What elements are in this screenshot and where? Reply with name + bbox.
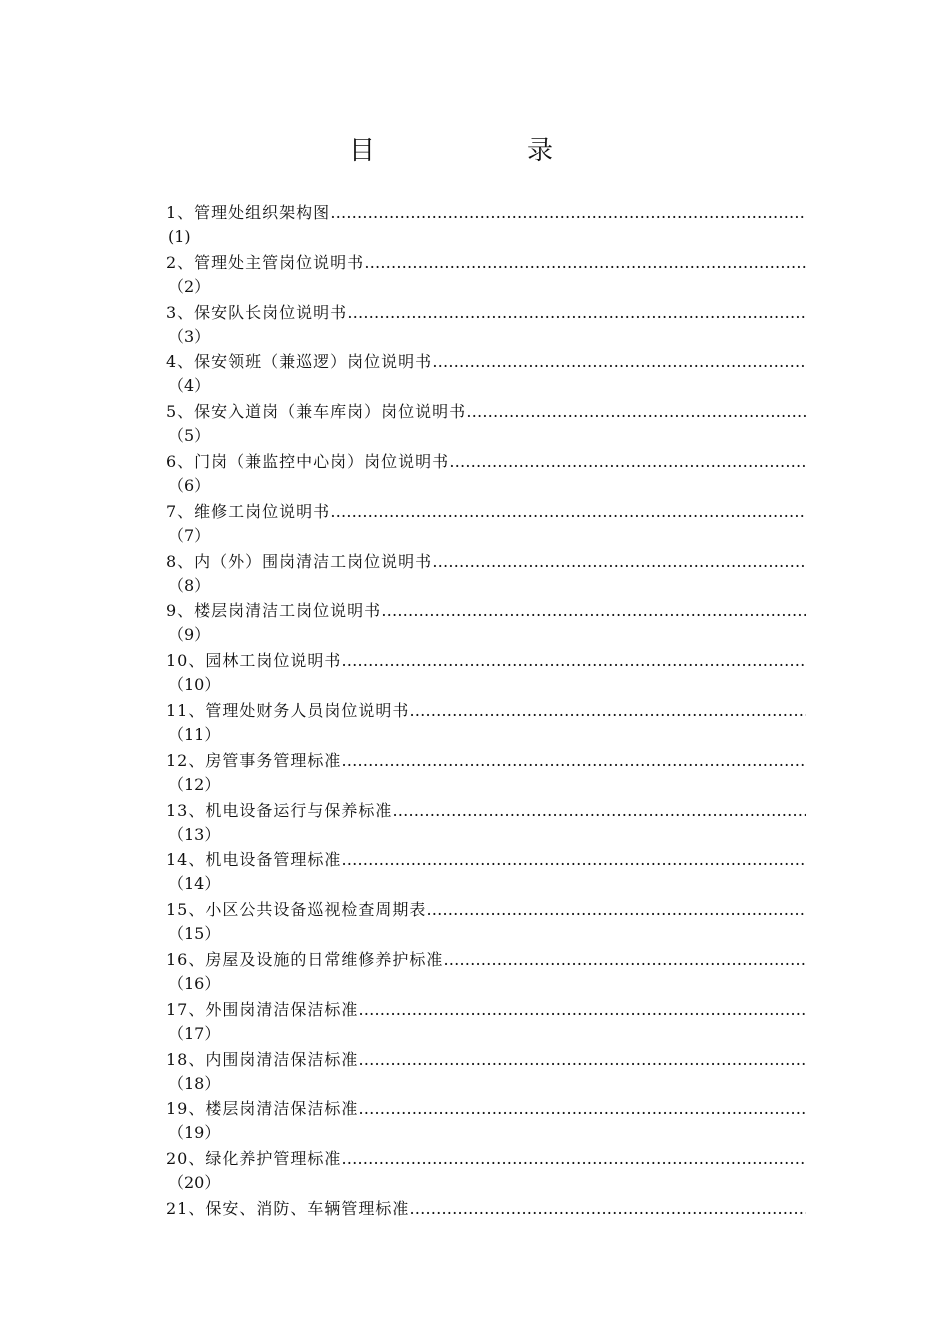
title-char-2: 录: [527, 136, 554, 166]
toc-entry-label: 10、园林工岗位说明书: [166, 651, 342, 671]
toc-entry[interactable]: [166, 997, 806, 1047]
toc-entry[interactable]: [166, 449, 806, 499]
dot-leader: [341, 648, 806, 673]
toc-entry-label: 1、管理处组织架构图: [166, 203, 331, 222]
toc-entry-page: （17）: [168, 1023, 221, 1043]
table-of-contents: [166, 200, 806, 1246]
toc-entry[interactable]: [166, 200, 806, 250]
toc-entry-page: （5）: [168, 426, 211, 446]
toc-entry[interactable]: [166, 399, 806, 449]
dot-leader: [341, 1146, 806, 1171]
toc-entry-label: 2、管理处主管岗位说明书: [166, 252, 365, 272]
toc-entry[interactable]: [166, 1196, 806, 1246]
toc-entry[interactable]: [166, 897, 806, 947]
toc-entry-page: （2）: [168, 276, 211, 296]
dot-leader: [426, 897, 806, 922]
toc-entry[interactable]: [166, 1146, 806, 1196]
dot-leader: [341, 847, 806, 872]
toc-entry-page: （8）: [168, 575, 211, 595]
dot-leader: [432, 349, 806, 374]
toc-entry-page: （4）: [168, 376, 211, 396]
dot-leader: [358, 1047, 806, 1072]
toc-entry-page: （20）: [168, 1173, 221, 1193]
toc-entry[interactable]: [166, 499, 806, 549]
toc-entry-label: 21、保安、消防、车辆管理标准: [166, 1198, 410, 1218]
toc-entry[interactable]: [166, 349, 806, 399]
dot-leader: [443, 947, 806, 972]
dot-leader: [358, 1096, 806, 1121]
toc-entry-page: （19）: [168, 1123, 221, 1143]
dot-leader: [347, 300, 806, 325]
dot-leader: [341, 748, 806, 773]
toc-entry[interactable]: [166, 1096, 806, 1146]
dot-leader: [409, 698, 806, 723]
toc-entry-label: 7、维修工岗位说明书: [166, 501, 331, 521]
toc-entry-label: 13、机电设备运行与保养标准: [166, 800, 393, 820]
toc-entry[interactable]: [166, 1047, 806, 1097]
toc-entry-label: 19、楼层岗清洁保洁标准: [166, 1099, 359, 1119]
dot-leader: [432, 549, 806, 574]
toc-entry[interactable]: [166, 598, 806, 648]
toc-entry-page: （13）: [168, 824, 221, 844]
toc-entry-label: 18、内围岗清洁保洁标准: [166, 1049, 359, 1069]
toc-entry-label: 8、内（外）围岗清洁工岗位说明书: [166, 551, 433, 571]
toc-entry-label: 14、机电设备管理标准: [166, 850, 342, 870]
toc-entry-label: 11、管理处财务人员岗位说明书: [166, 700, 410, 720]
dot-leader: [364, 250, 806, 275]
toc-entry[interactable]: [166, 698, 806, 748]
toc-entry-label: 20、绿化养护管理标准: [166, 1149, 342, 1169]
toc-entry-page: (1): [168, 227, 191, 246]
toc-entry-page: （7）: [168, 525, 211, 545]
toc-entry-page: （15）: [168, 924, 221, 944]
dot-leader: [466, 399, 806, 424]
toc-entry[interactable]: [166, 847, 806, 897]
toc-entry[interactable]: [166, 549, 806, 599]
toc-entry[interactable]: [166, 300, 806, 350]
dot-leader: [330, 200, 806, 225]
toc-entry-page: （12）: [168, 774, 221, 794]
dot-leader: [358, 997, 806, 1022]
page-title: [0, 134, 950, 174]
title-char-1: 目: [349, 136, 376, 166]
toc-entry[interactable]: [166, 250, 806, 300]
toc-entry-page: （6）: [168, 475, 211, 495]
dot-leader: [409, 1196, 806, 1221]
toc-entry-label: 16、房屋及设施的日常维修养护标准: [166, 949, 444, 969]
toc-entry-label: 6、门岗（兼监控中心岗）岗位说明书: [166, 451, 450, 471]
dot-leader: [381, 598, 806, 623]
toc-entry-page: （16）: [168, 973, 221, 993]
toc-entry-page: （10）: [168, 675, 221, 695]
toc-entry-page: （9）: [168, 625, 211, 645]
toc-entry[interactable]: [166, 947, 806, 997]
toc-entry-label: 12、房管事务管理标准: [166, 750, 342, 770]
toc-entry-page: （18）: [168, 1073, 221, 1093]
toc-entry-label: 5、保安入道岗（兼车库岗）岗位说明书: [166, 402, 467, 422]
toc-entry[interactable]: [166, 748, 806, 798]
toc-entry-page: （14）: [168, 874, 221, 894]
toc-entry-page: （11）: [168, 724, 221, 744]
toc-entry-page: （3）: [168, 326, 211, 346]
toc-entry-label: 15、小区公共设备巡视检查周期表: [166, 900, 427, 920]
toc-entry-label: 4、保安领班（兼巡逻）岗位说明书: [166, 352, 433, 372]
toc-entry[interactable]: [166, 798, 806, 848]
dot-leader: [392, 798, 806, 823]
dot-leader: [449, 449, 806, 474]
dot-leader: [330, 499, 806, 524]
toc-entry-label: 17、外围岗清洁保洁标准: [166, 999, 359, 1019]
toc-entry-label: 9、楼层岗清洁工岗位说明书: [166, 601, 382, 621]
toc-entry-label: 3、保安队长岗位说明书: [166, 302, 348, 322]
toc-entry[interactable]: [166, 648, 806, 698]
